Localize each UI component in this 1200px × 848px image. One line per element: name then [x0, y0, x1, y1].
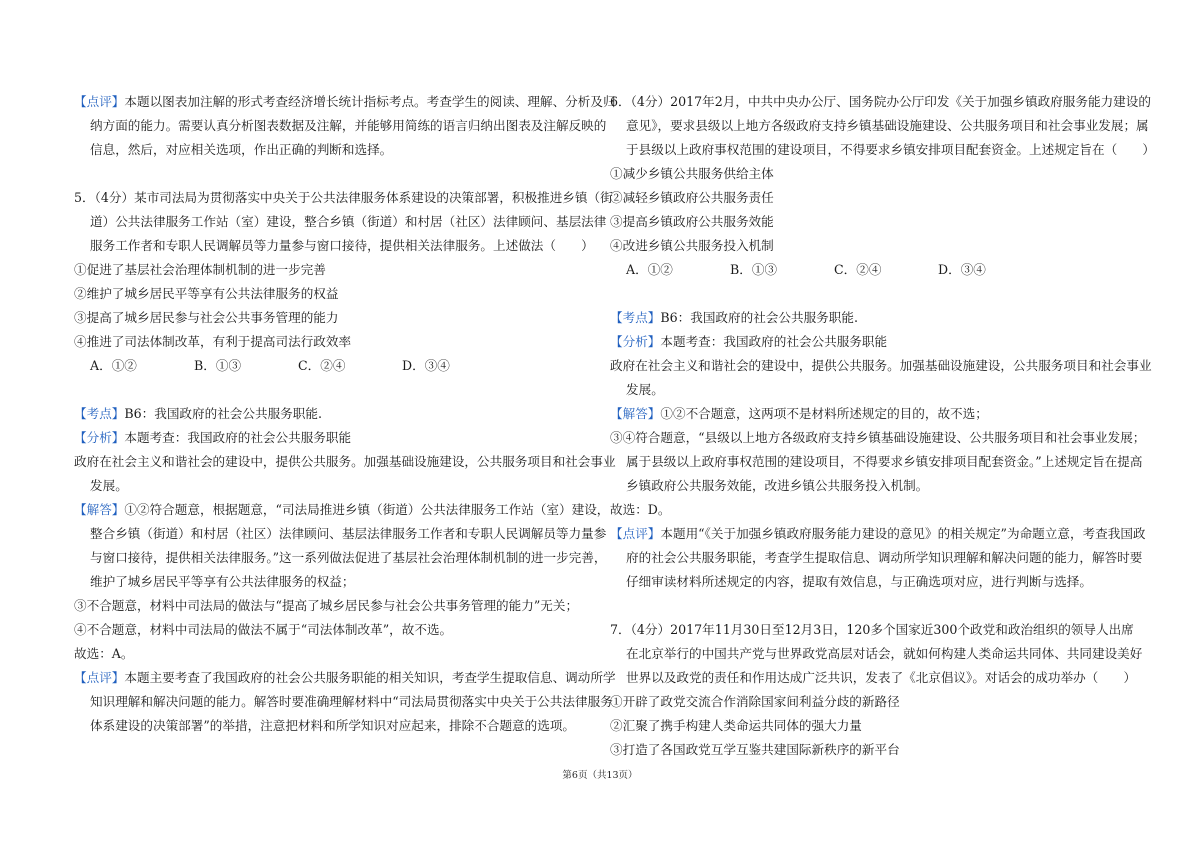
q6-options — [626, 261, 1042, 279]
fenxi-tag: 【分析】 — [74, 430, 125, 445]
q6-item: ①减少乡镇公共服务供给主体 — [610, 166, 774, 181]
q6-fenxi-body: 政府在社会主义和谐社会的建设中，提供公共服务。加强基础设施建设，公共服务项目和社会事业 — [610, 358, 1152, 373]
q7-item: ②汇聚了携手构建人类命运共同体的强大力量 — [610, 718, 862, 733]
q5-stem-line: 服务工作者和专职人民调解员等力量参与窗口接待，提供相关法律服务。上述做法（ ） — [90, 238, 594, 253]
q6-item: ②减轻乡镇政府公共服务责任 — [610, 190, 774, 205]
comment-text: 本题以图表加注解的形式考查经济增长统计指标考点。考查学生的阅读、理解、分析及归 — [124, 94, 616, 109]
option-d: D．③④ — [938, 262, 986, 277]
q7-stem-line: 世界以及政党的责任和作用达成广泛共识，发表了《北京倡议》。对话会的成功举办（ ） — [626, 670, 1137, 685]
comment-top-line: 纳方面的能力。需要认真分析图表数据及注解，并能够用简练的语言归纳出图表及注解反映的 — [90, 118, 607, 133]
q5-options — [90, 357, 506, 375]
q7-stem-line: 在北京举行的中国共产党与世界政党高层对话会，就如何构建人类命运共同体、共同建设美好 — [626, 646, 1143, 661]
q6-jieda — [610, 405, 988, 423]
q5-stem-line: 5．（4分）某市司法局为贯彻落实中央关于公共法律服务体系建设的决策部署，积极推进乡镇（街 — [74, 190, 613, 205]
fenxi-tag: 【分析】 — [610, 334, 661, 349]
q5-item: ④推进了司法体制改革，有利于提高司法行政效率 — [74, 334, 352, 349]
kaodian-tag: 【考点】 — [610, 310, 661, 325]
q7-stem-line: 7．（4分）2017年11月30日至12月3日，120多个国家近300个政党和政治组织的领导人出席 — [610, 622, 1134, 637]
q5-stem-line: 道）公共法律服务工作站（室）建设，整合乡镇（街道）和村居（社区）法律顾问、基层法律 — [90, 214, 607, 229]
q6-answer: 故选：D。 — [610, 502, 671, 517]
q5-dianping-line: 知识理解和解决问题的能力。解答时要准确理解材料中“司法局贯彻落实中央关于公共法律服务 — [90, 694, 613, 709]
option-a: A．①② — [90, 358, 137, 373]
option-b: B．①③ — [730, 262, 778, 277]
q6-jieda-line: 属于县级以上政府事权范围的建设项目，不得要求乡镇安排项目配套资金。”上述规定旨在提高 — [626, 454, 1143, 469]
kaodian-tag: 【考点】 — [74, 406, 125, 421]
q5-jieda-line: 与窗口接待，提供相关法律服务。”这一系列做法促进了基层社会治理体制机制的进一步完善， — [90, 550, 607, 565]
q5-fenxi-body: 发展。 — [90, 478, 128, 493]
q6-stem-line: 于县级以上政府事权范围的建设项目，不得要求乡镇安排项目配套资金。上述规定旨在（ ） — [626, 142, 1155, 157]
q5-kaodian — [74, 405, 322, 423]
q5-dianping-line: 体系建设的决策部署”的举措，注意把材料和所学知识对应起来，排除不合题意的选项。 — [90, 718, 576, 733]
dianping-text: 本题用“《关于加强乡镇政府服务能力建设的意见》的相关规定”为命题立意，考查我国政 — [660, 526, 1146, 541]
fenxi-text: 本题考查：我国政府的社会公共服务职能 — [660, 334, 888, 349]
q6-dianping — [610, 525, 1146, 543]
jieda-tag: 【解答】 — [610, 406, 661, 421]
q5-fenxi-body: 政府在社会主义和谐社会的建设中，提供公共服务。加强基础设施建设，公共服务项目和社会事业 — [74, 454, 616, 469]
fenxi-text: 本题考查：我国政府的社会公共服务职能 — [124, 430, 352, 445]
q5-jieda-line: ④不合题意，材料中司法局的做法不属于“司法体制改革”，故不选。 — [74, 622, 453, 637]
q6-dianping-line: 仔细审读材料所述规定的内容，提取有效信息，与正确选项对应，进行判断与选择。 — [626, 574, 1092, 589]
q5-jieda-line: ③不合题意，材料中司法局的做法与“提高了城乡居民参与社会公共事务管理的能力”无关； — [74, 598, 579, 613]
jieda-tag: 【解答】 — [74, 502, 125, 517]
q5-jieda-line: 维护了城乡居民平等享有公共法律服务的权益； — [90, 574, 355, 589]
q5-jieda-line: 整合乡镇（街道）和村居（社区）法律顾问、基层法律服务工作者和专职人民调解员等力量参 — [90, 526, 607, 541]
q5-fenxi — [74, 429, 351, 447]
q6-fenxi-body: 发展。 — [626, 382, 664, 397]
page-footer: 第6页（共13页） — [562, 770, 638, 781]
q7-item: ①开辟了政党交流合作消除国家间利益分歧的新路径 — [610, 694, 900, 709]
option-c: C．②④ — [298, 358, 346, 373]
q6-jieda-line: ③④符合题意，“县级以上地方各级政府支持乡镇基础设施建设、公共服务项目和社会事业发展； — [610, 430, 1146, 445]
q6-dianping-line: 府的社会公共服务职能，考查学生提取信息、调动所学知识理解和解决问题的能力，解答时要 — [626, 550, 1143, 565]
dianping-tag: 【点评】 — [610, 526, 661, 541]
q5-item: ③提高了城乡居民参与社会公共事务管理的能力 — [74, 310, 339, 325]
q6-item: ④改进乡镇公共服务投入机制 — [610, 238, 774, 253]
option-a: A．①② — [626, 262, 673, 277]
q6-fenxi — [610, 333, 887, 351]
dianping-tag: 【点评】 — [74, 670, 125, 685]
comment-top-line: 信息，然后，对应相关选项，作出正确的判断和选择。 — [90, 142, 393, 157]
jieda-text: ①②符合题意，根据题意，“司法局推进乡镇（街道）公共法律服务工作站（室）建设， — [124, 502, 610, 517]
q5-answer: 故选：A。 — [74, 646, 134, 661]
option-b: B．①③ — [194, 358, 242, 373]
jieda-text: ①②不合题意，这两项不是材料所述规定的目的，故不选； — [660, 406, 988, 421]
q6-jieda-line: 乡镇政府公共服务效能，改进乡镇公共服务投入机制。 — [626, 478, 929, 493]
q5-jieda — [74, 501, 609, 519]
q6-stem-line: 6．（4分）2017年2月，中共中央办公厅、国务院办公厅印发《关于加强乡镇政府服务能力建设的 — [610, 94, 1151, 109]
dianping-text: 本题主要考查了我国政府的社会公共服务职能的相关知识，考查学生提取信息、调动所学 — [124, 670, 616, 685]
q5-dianping — [74, 669, 616, 687]
q5-item: ①促进了基层社会治理体制机制的进一步完善 — [74, 262, 326, 277]
q5-item: ②维护了城乡居民平等享有公共法律服务的权益 — [74, 286, 339, 301]
q7-item: ③打造了各国政党互学互鉴共建国际新秩序的新平台 — [610, 742, 900, 757]
q6-stem-line: 意见》，要求县级以上地方各级政府支持乡镇基础设施建设、公共服务项目和社会事业发展；属 — [626, 118, 1149, 133]
comment-top-line — [74, 93, 616, 111]
kaodian-text: B6：我国政府的社会公共服务职能. — [124, 406, 322, 421]
option-c: C．②④ — [834, 262, 882, 277]
kaodian-text: B6：我国政府的社会公共服务职能. — [660, 310, 858, 325]
q6-kaodian — [610, 309, 858, 327]
dianping-tag: 【点评】 — [74, 94, 125, 109]
option-d: D．③④ — [402, 358, 450, 373]
q6-item: ③提高乡镇政府公共服务效能 — [610, 214, 774, 229]
